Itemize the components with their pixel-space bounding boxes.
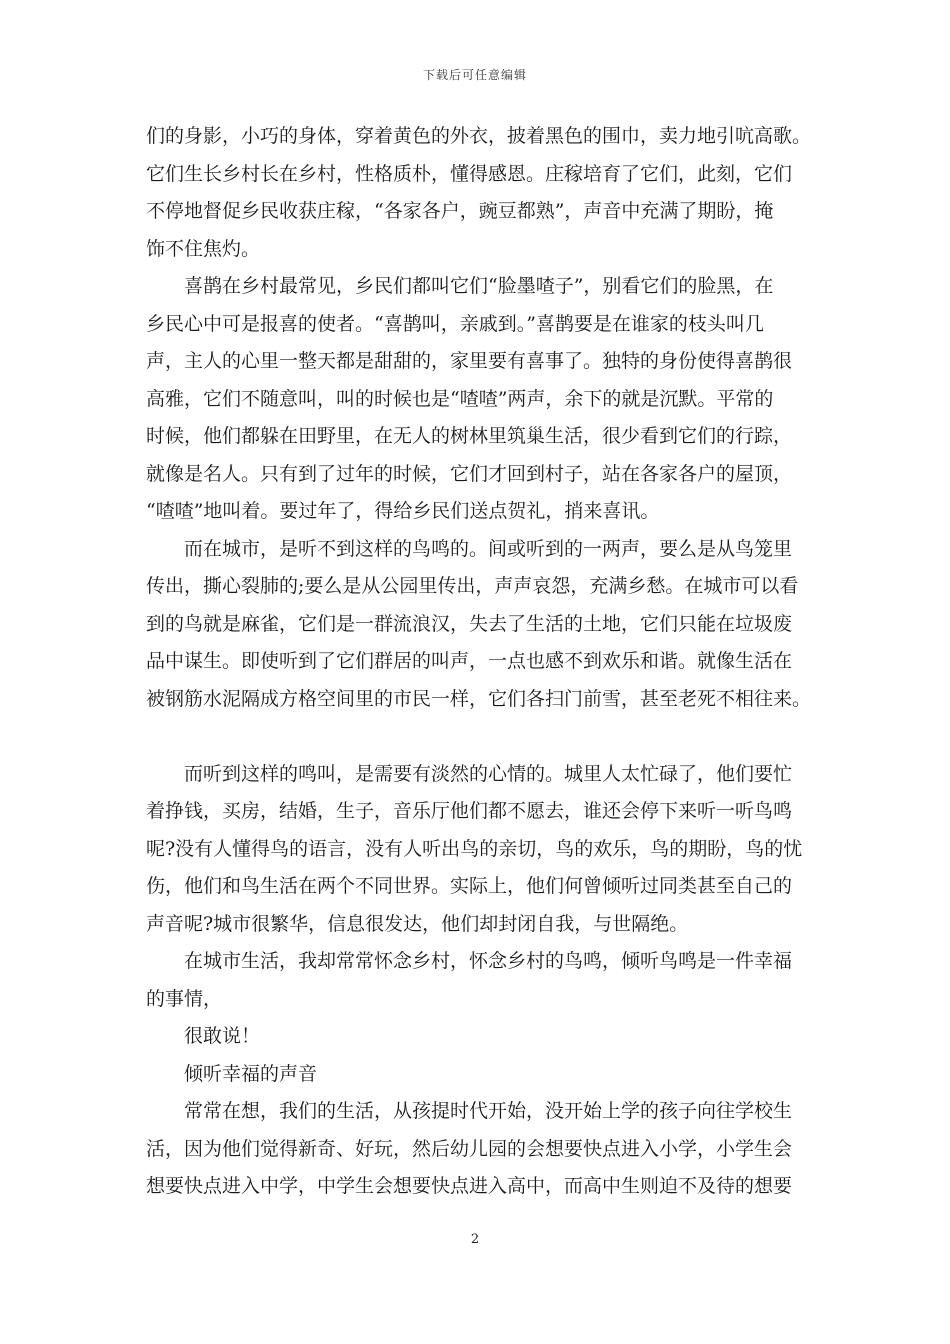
text-line: 呢?没有人懂得鸟的语言，没有人听出鸟的亲切，鸟的欢乐，鸟的期盼，鸟的忧 bbox=[146, 837, 803, 860]
text-line: 的事情， bbox=[146, 987, 223, 1010]
text-line: 时候，他们都躲在田野里，在无人的树林里筑巢生活，很少看到它们的行踪， bbox=[146, 425, 793, 447]
text-line: 常常在想，我们的生活，从孩提时代开始，没开始上学的孩子向往学校生 bbox=[184, 1100, 793, 1122]
text-line: 品中谋生。即使听到了它们群居的叫声，一点也感不到欢乐和谐。就像生活在 bbox=[146, 650, 793, 672]
text-line: 被钢筋水泥隔成方格空间里的市民一样，它们各扫门前雪，甚至老死不相往来。 bbox=[146, 687, 812, 710]
text-line: 饰不住焦灼。 bbox=[146, 237, 261, 260]
text-line: 喜鹊在乡村最常见，乡民们都叫它们“脸墨喳子”，别看它们的脸黑，在 bbox=[184, 275, 774, 297]
text-line: 而听到这样的鸣叫，是需要有淡然的心情的。城里人太忙碌了，他们要忙 bbox=[184, 762, 793, 785]
text-line: 很敢说！ bbox=[184, 1025, 261, 1047]
text-line: 到的鸟就是麻雀，它们是一群流浪汉，失去了生活的土地，它们只能在垃圾废 bbox=[146, 612, 793, 635]
text-line: 活，因为他们觉得新奇、好玩，然后幼儿园的会想要快点进入小学，小学生会 bbox=[146, 1137, 793, 1160]
document-body bbox=[146, 118, 820, 1206]
blank-line bbox=[146, 718, 820, 756]
text-line: 着挣钱，买房，结婚，生子，音乐厅他们都不愿去，谁还会停下来听一听鸟鸣 bbox=[146, 800, 793, 822]
text-line: “喳喳”地叫着。要过年了，得给乡民们送点贺礼，捎来喜讯。 bbox=[146, 500, 660, 522]
page-header: 下载后可任意编辑 bbox=[422, 68, 527, 82]
text-line: 而在城市，是听不到这样的鸟鸣的。间或听到的一两声，要么是从鸟笼里 bbox=[184, 537, 793, 560]
text-line: 声，主人的心里一整天都是甜甜的，家里要有喜事了。独特的身份使得喜鹊很 bbox=[146, 350, 793, 372]
text-line: 它们生长乡村长在乡村，性格质朴，懂得感恩。庄稼培育了它们，此刻，它们 bbox=[146, 162, 793, 185]
text-line: 们的身影，小巧的身体，穿着黄色的外衣，披着黑色的围巾，卖力地引吭高歌。 bbox=[146, 125, 812, 147]
text-line: 伤，他们和鸟生活在两个不同世界。实际上，他们何曾倾听过同类甚至自己的 bbox=[146, 875, 793, 897]
text-line: 高雅，它们不随意叫，叫的时候也是“喳喳”两声，余下的就是沉默。平常的 bbox=[146, 387, 774, 410]
text-line: 就像是名人。只有到了过年的时候，它们才回到村子，站在各家各户的屋顶， bbox=[146, 462, 793, 485]
text-line: 声音呢?城市很繁华，信息很发达，他们却封闭自我，与世隔绝。 bbox=[146, 912, 689, 935]
text-line: 乡民心中可是报喜的使者。“喜鹊叫，亲戚到。”喜鹊要是在谁家的枝头叫几 bbox=[146, 312, 764, 335]
text-line: 传出，撕心裂肺的;要么是从公园里传出，声声哀怨，充满乡愁。在城市可以看 bbox=[146, 575, 799, 597]
page-number: 2 bbox=[470, 1232, 480, 1247]
text-line: 在城市生活，我却常常怀念乡村，怀念乡村的鸟鸣，倾听鸟鸣是一件幸福 bbox=[184, 950, 793, 972]
text-line: 不停地督促乡民收获庄稼，“各家各户，豌豆都熟”，声音中充满了期盼，掩 bbox=[146, 200, 774, 222]
text-line: 想要快点进入中学，中学生会想要快点进入高中，而高中生则迫不及待的想要 bbox=[146, 1175, 793, 1197]
text-line: 倾听幸福的声音 bbox=[184, 1062, 318, 1085]
